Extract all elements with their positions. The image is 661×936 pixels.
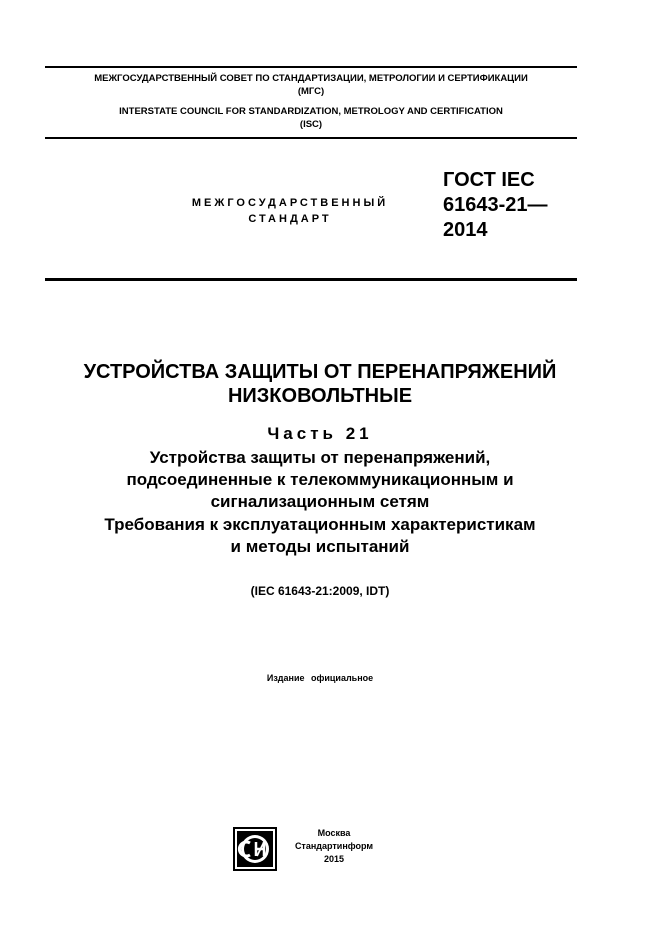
council-ru-abbr: (МГС)	[297, 86, 325, 97]
edition-note: Издание официальное	[266, 673, 374, 683]
council-ru: МЕЖГОСУДАРСТВЕННЫЙ СОВЕТ ПО СТАНДАРТИЗАЦИИ, МЕТРОЛОГИИ И СЕРТИФИКАЦИИ	[94, 73, 528, 84]
council-en-abbr: (ISC)	[299, 119, 323, 130]
council-en: INTERSTATE COUNCIL FOR STANDARDIZATION, METROLOGY AND CERTIFICATION	[119, 106, 503, 117]
main-title-line2: НИЗКОВОЛЬТНЫЕ	[227, 385, 413, 407]
standartinform-logo-icon	[233, 827, 277, 871]
main-title-line1: УСТРОЙСТВА ЗАЩИТЫ ОТ ПЕРЕНАПРЯЖЕНИЙ	[83, 361, 557, 383]
part-number: Часть 21	[267, 424, 373, 443]
publisher-city: Москва	[317, 828, 351, 838]
gost-designation	[443, 168, 548, 243]
subtitle-line2: подсоединенные к телекоммуникационным и	[126, 470, 514, 489]
top-rule	[45, 66, 577, 68]
subtitle-line5: и методы испытаний	[230, 537, 410, 556]
standard-label-line2: СТАНДАРТ	[248, 213, 332, 225]
gost-line2: 61643-21—	[443, 194, 548, 216]
publisher-block	[284, 827, 384, 866]
subtitle-line4: Требования к эксплуатационным характеристикам	[104, 515, 536, 534]
publisher-name: Стандартинформ	[294, 841, 374, 851]
iec-reference: (IEC 61643-21:2009, IDT)	[250, 584, 390, 598]
standard-label-line1: МЕЖГОСУДАРСТВЕННЫЙ	[191, 197, 389, 209]
standard-rule	[45, 278, 577, 281]
subtitle-line3: сигнализационным сетям	[210, 492, 430, 511]
subtitle-line1: Устройства защиты от перенапряжений,	[149, 448, 491, 467]
gost-line3: 2014	[443, 219, 488, 241]
council-rule	[45, 137, 577, 139]
gost-line1: ГОСТ IEC	[443, 169, 535, 191]
publisher-year: 2015	[323, 854, 345, 864]
